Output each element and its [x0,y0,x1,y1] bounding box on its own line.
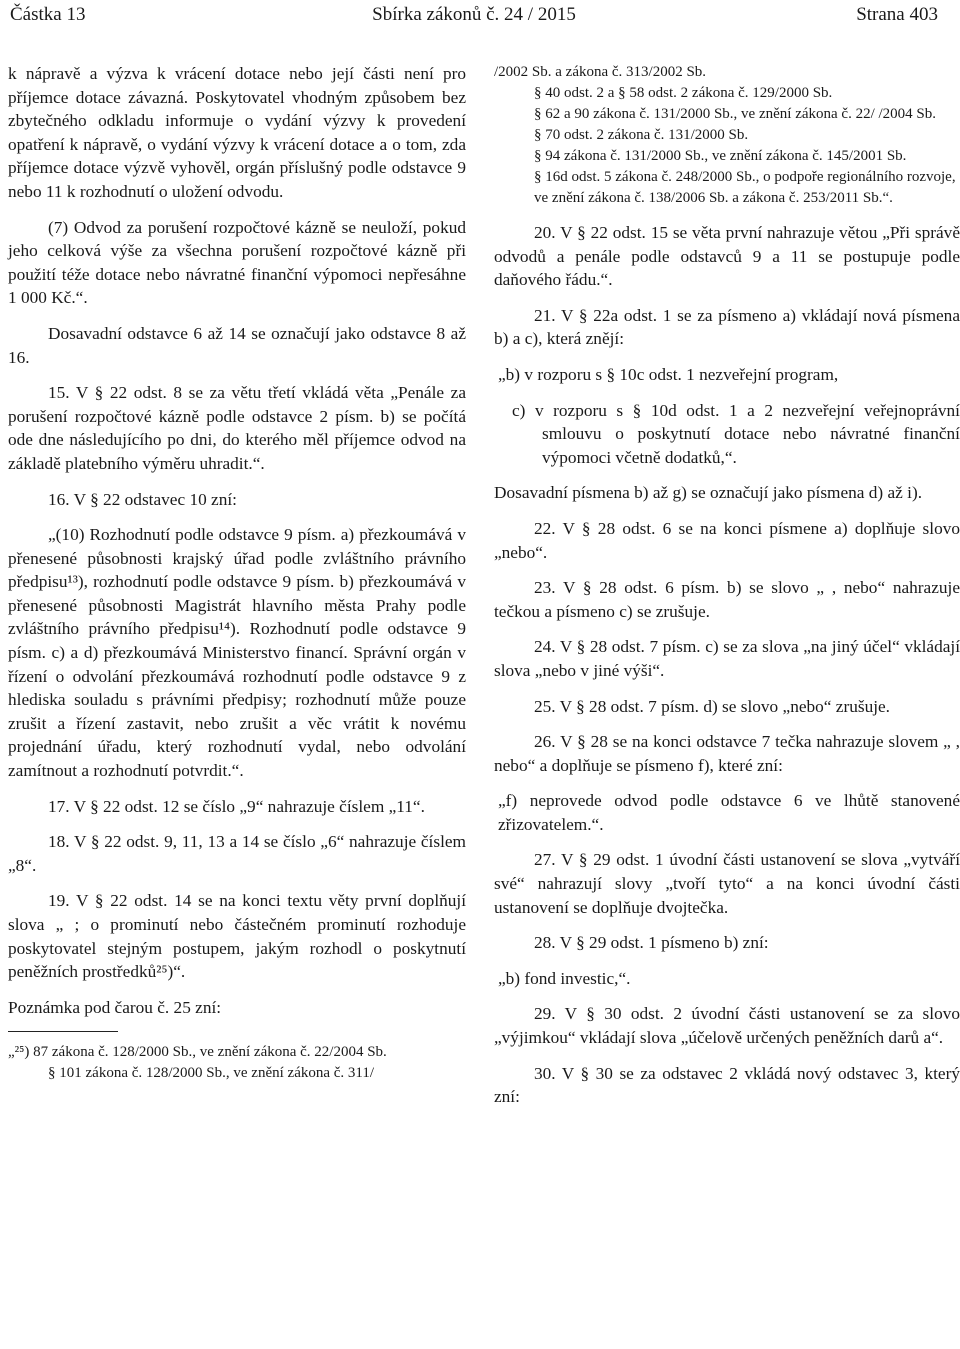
right-column [494,62,960,1121]
point-15: 15. V § 22 odst. 8 se za větu třetí vkládá věta „Penále za porušení rozpočtové kázně podle odstavce 2 písm. b) se počítá ode dne následujícího po dni, do kterého měl příjemce odvod na základě platebního výměru uhradit.“. [8,383,466,473]
paragraph-7: (7) Odvod za porušení rozpočtové kázně se neuloží, pokud jeho celková výše za všechna porušení rozpočtové kázně při použití téže dotace nebo návratné finanční výpomoci nepřesáhne 1 000 Kč.“. [8,217,466,308]
footnote-item: § 70 odst. 2 zákona č. 131/2000 Sb. [534,127,749,143]
point-19: 19. V § 22 odst. 14 se na konci textu věty první doplňují slova „ ; o prominutí nebo částečném prominutí rozhoduje poskytovatel stejným postupem, jakým rozhodl o poskytnutí peněžních prostředků²⁵)“. [8,891,466,982]
footnote-item: § 40 odst. 2 a § 58 odst. 2 zákona č. 129/2000 Sb. [534,85,833,101]
point-24: 24. V § 28 odst. 7 písm. c) se za slova „na jiný účel“ vkládají slova „nebo v jiné výši“. [494,637,960,680]
point-23: 23. V § 28 odst. 6 písm. b) se slovo „ , nebo“ nahrazuje tečkou a písmeno c) se zrušuje. [494,578,960,621]
point-18: 18. V § 22 odst. 9, 11, 13 a 14 se číslo „6“ nahrazuje číslem „8“. [8,832,466,875]
point-21-renumber: Dosavadní písmena b) až g) se označují jako písmena d) až i). [494,483,923,503]
footnote-continuation [494,62,960,209]
footnote-item: /2002 Sb. a zákona č. 313/2002 Sb. [494,64,707,80]
point-22: 22. V § 28 odst. 6 se na konci písmene a) doplňuje slovo „nebo“. [494,518,960,562]
footnote-25-line2: § 101 zákona č. 128/2000 Sb., ve znění zákona č. 311/ [48,1065,375,1082]
paragraph-continued: k nápravě a výzva k vrácení dotace nebo její části není pro příjemce dotace závazná. Poskytovatel vhodným způsobem bez zbytečného odkladu informuje o vydání výzvy k provedení opatření k nápravě, o vydání výzvy k vrácení dotace a o tom, zda příjemce dotace výzvě vyhověl, orgán příslušný podle odstavce 9 nebo 11 k rozhodnutí o uložení odvodu. [8,64,466,201]
footnote-rule [8,1031,118,1032]
point-17: 17. V § 22 odst. 12 se číslo „9“ nahrazuje číslem „11“. [48,796,425,816]
left-column [8,62,466,1084]
point-30: 30. V § 30 se za odstavec 2 vkládá nový odstavec 3, který zní: [494,1063,960,1107]
footnote-item: § 62 a 90 zákona č. 131/2000 Sb., ve znění zákona č. 22/ /2004 Sb. [534,106,936,122]
point-27: 27. V § 29 odst. 1 úvodní části ustanovení se slova „vytváří své“ nahrazují slovy „tvoří tyto“ a na konci úvodní části ustanovení se doplňuje dvojtečka. [494,850,960,917]
point-28: 28. V § 29 odst. 1 písmeno b) zní: [534,933,769,953]
footnote-item: § 94 zákona č. 131/2000 Sb., ve znění zákona č. 145/2001 Sb. [534,148,907,164]
point-21-letter-c: c) v rozporu s § 10d odst. 1 a 2 nezveřejní veřejnoprávní smlouvu o poskytnutí dotace nebo návratné finanční výpomoci včetně dodatků,“. [512,400,960,467]
point-26-letter-f: „f) neprovede odvod podle odstavce 6 ve lhůtě stanovené zřizovatelem.“. [498,791,960,834]
paragraph-renumber: Dosavadní odstavce 6 až 14 se označují jako odstavce 8 až 16. [8,323,466,367]
point-21-letter-b: „b) v rozporu s § 10c odst. 1 nezveřejní program, [498,364,839,384]
point-21: 21. V § 22a odst. 1 se za písmeno a) vkládají nová písmena b) a c), která znějí: [494,305,960,349]
point-26: 26. V § 28 se na konci odstavce 7 tečka nahrazuje slovem „ , nebo“ a doplňuje se písmeno f), které zní: [494,732,960,775]
point-28-letter-b: „b) fond investic,“. [498,968,631,988]
page-header [10,4,938,30]
point-25: 25. V § 28 odst. 7 písm. d) se slovo „nebo“ zrušuje. [534,696,890,716]
point-29: 29. V § 30 odst. 2 úvodní části ustanovení se za slovo „výjimkou“ vkládají slova „účelově určených peněžních darů a“. [494,1004,960,1048]
point-16-text: „(10) Rozhodnutí podle odstavce 9 písm. a) přezkoumává v přenesené působnosti krajský úřad podle zvláštního právního předpisu¹³), rozhodnutí podle odstavce 9 písm. b) přezkoumává v přenesené působnosti Magistrát hlavního města Prahy podle zvláštního právního předpisu¹⁴). Rozhodnutí podle odstavce 9 písm. c) a d) přezkoumává Ministerstvo financí. Správní orgán v řízení o odvolání přezkoumává rozhodnutí podle odstavce 9 z hlediska souladu s právními předpisy; rozhodnutí může pouze zrušit a řízení zastavit, nebo zrušit a věc vrátit k novému projednání úřadu, který rozhodnutí vydal, nebo odvolání zamítnout a rozhodnutí potvrdit.“. [8,525,466,781]
footnote-25-line1: „²⁵) 87 zákona č. 128/2000 Sb., ve znění zákona č. 22/2004 Sb. [8,1044,387,1061]
header-collection: Sbírka zákonů č. 24 / 2015 [372,4,576,25]
point-16: 16. V § 22 odstavec 10 zní: [48,489,237,509]
header-page-number: Strana 403 [856,4,938,25]
point-20: 20. V § 22 odst. 15 se věta první nahrazuje větou „Při správě odvodů a penále podle odstavců 9 a 11 se postupuje podle daňového řádu.“. [494,223,960,290]
footnote-intro: Poznámka pod čarou č. 25 zní: [8,997,222,1017]
header-issue: Částka 13 [10,4,86,25]
footnote-item: § 16d odst. 5 zákona č. 248/2000 Sb., o podpoře regionálního rozvoje, ve znění zákona č. 138/2006 Sb. a zákona č. 253/2011 Sb.“. [534,169,956,206]
